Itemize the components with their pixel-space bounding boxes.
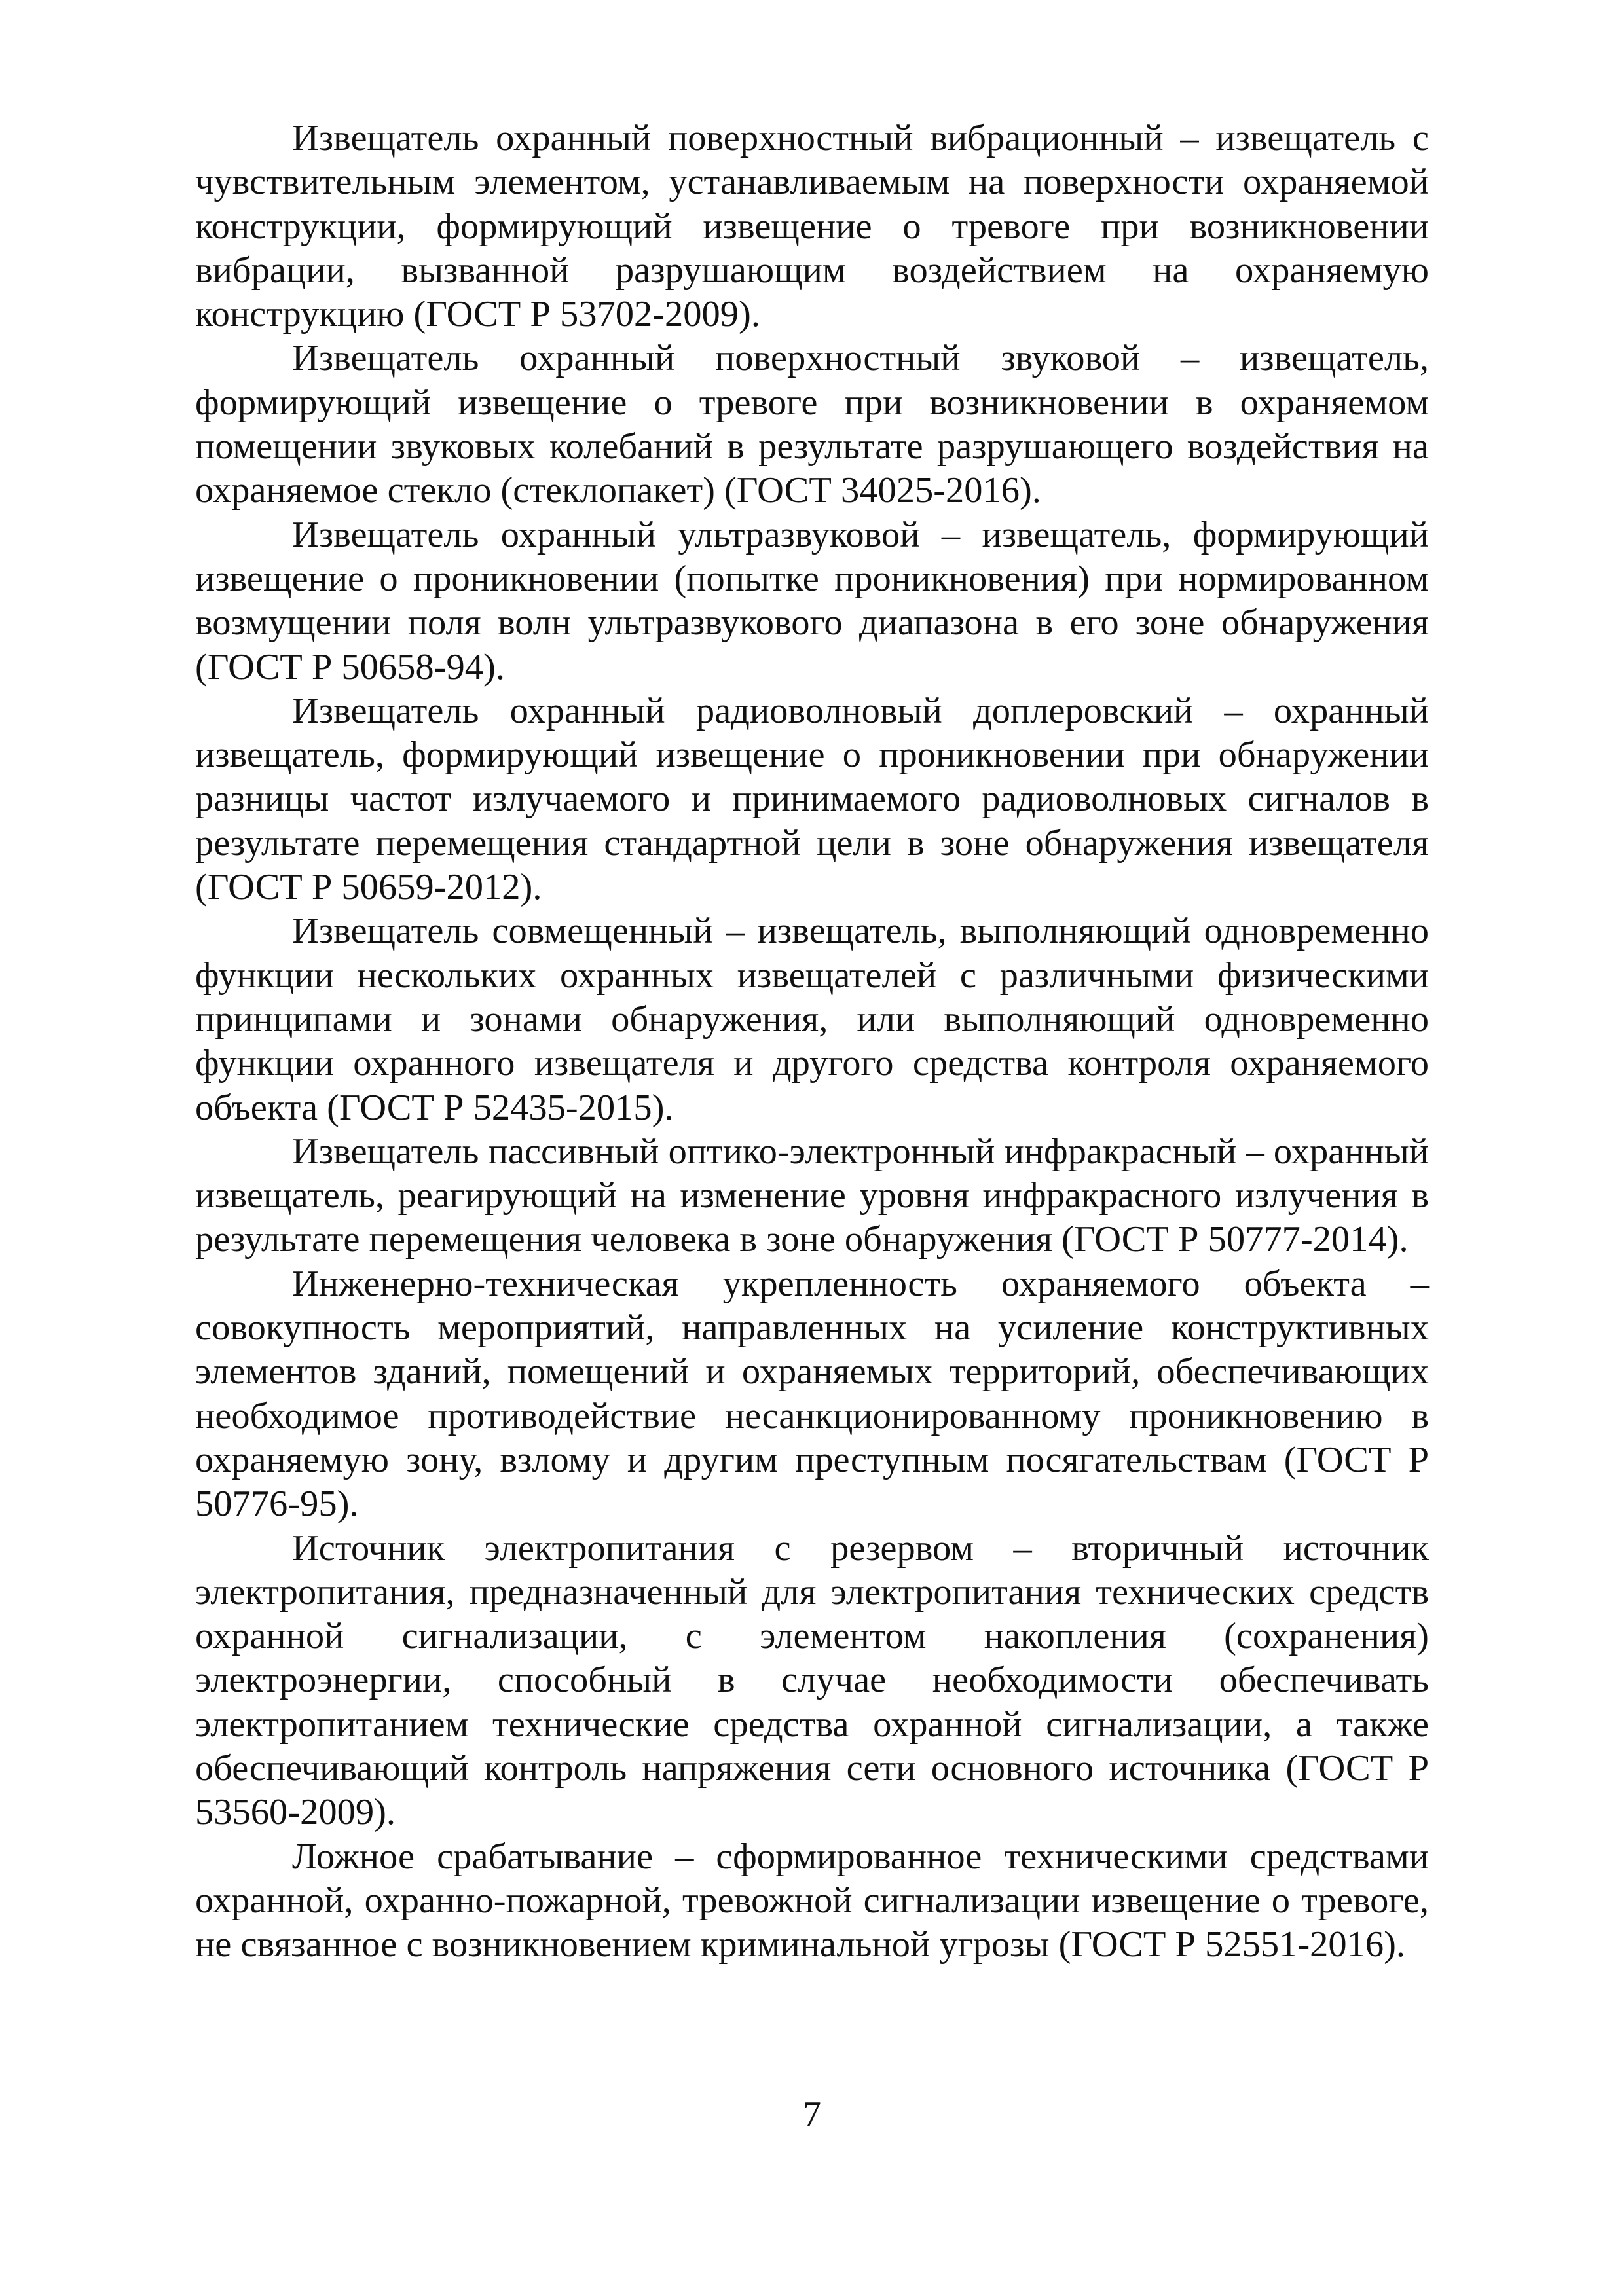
page-number: 7 xyxy=(803,2094,821,2135)
definition-paragraph: Извещатель охранный поверхностный вибрационный – извещатель с чувствительным элементом, устанавливаемым на поверхности охраняемой конструкции, формирующий извещение о тревоге при возникновении вибрации, вызванной разрушающим воздействием на охраняемую конструкцию (ГОСТ Р 53702-2009). xyxy=(195,118,1429,335)
definition-paragraph: Инженерно-техническая укрепленность охраняемого объекта – совокупность мероприятий, направленных на усиление конструктивных элементов зданий, помещений и охраняемых территорий, обеспечивающих необходимое противодействие несанкционированному проникновению в охраняемую зону, взлому и другим преступным посягательствам (ГОСТ Р 50776-95). xyxy=(195,1263,1429,1525)
definition-paragraph: Извещатель охранный радиоволновый доплеровский – охранный извещатель, формирующий извещение о проникновении при обнаружении разницы частот излучаемого и принимаемого радиоволновых сигналов в результате перемещения стандартной цели в зоне обнаружения извещателя (ГОСТ Р 50659-2012). xyxy=(195,690,1429,908)
definition-paragraph: Источник электропитания с резервом – вторичный источник электропитания, предназначенный для электропитания технических средств охранной сигнализации, с элементом накопления (сохранения) электроэнергии, способный в случае необходимости обеспечивать электропитанием технические средства охранной сигнализации, а также обеспечивающий контроль напряжения сети основного источника (ГОСТ Р 53560-2009). xyxy=(195,1527,1429,1833)
definition-paragraph: Извещатель охранный поверхностный звуковой – извещатель, формирующий извещение о тревоге при возникновении в охраняемом помещении звуковых колебаний в результате разрушающего воздействия на охраняемое стекло (стеклопакет) (ГОСТ 34025-2016). xyxy=(195,338,1429,511)
definition-paragraph: Извещатель охранный ультразвуковой – извещатель, формирующий извещение о проникновении (попытке проникновения) при нормированном возмущении поля волн ультразвукового диапазона в его зоне обнаружения (ГОСТ Р 50658-94). xyxy=(195,514,1429,687)
definition-paragraph: Извещатель пассивный оптико-электронный инфракрасный – охранный извещатель, реагирующий на изменение уровня инфракрасного излучения в результате перемещения человека в зоне обнаружения (ГОСТ Р 50777-2014). xyxy=(195,1131,1429,1260)
definition-paragraph: Ложное срабатывание – сформированное техническими средствами охранной, охранно-пожарной, тревожной сигнализации извещение о тревоге, не связанное с возникновением криминальной угрозы (ГОСТ Р 52551-2016). xyxy=(195,1836,1429,1965)
document-body xyxy=(195,117,1429,1967)
definition-paragraph: Извещатель совмещенный – извещатель, выполняющий одновременно функции нескольких охранных извещателей с различными физическими принципами и зонами обнаружения, или выполняющий одновременно функции охранного извещателя и другого средства контроля охраняемого объекта (ГОСТ Р 52435-2015). xyxy=(195,911,1429,1128)
